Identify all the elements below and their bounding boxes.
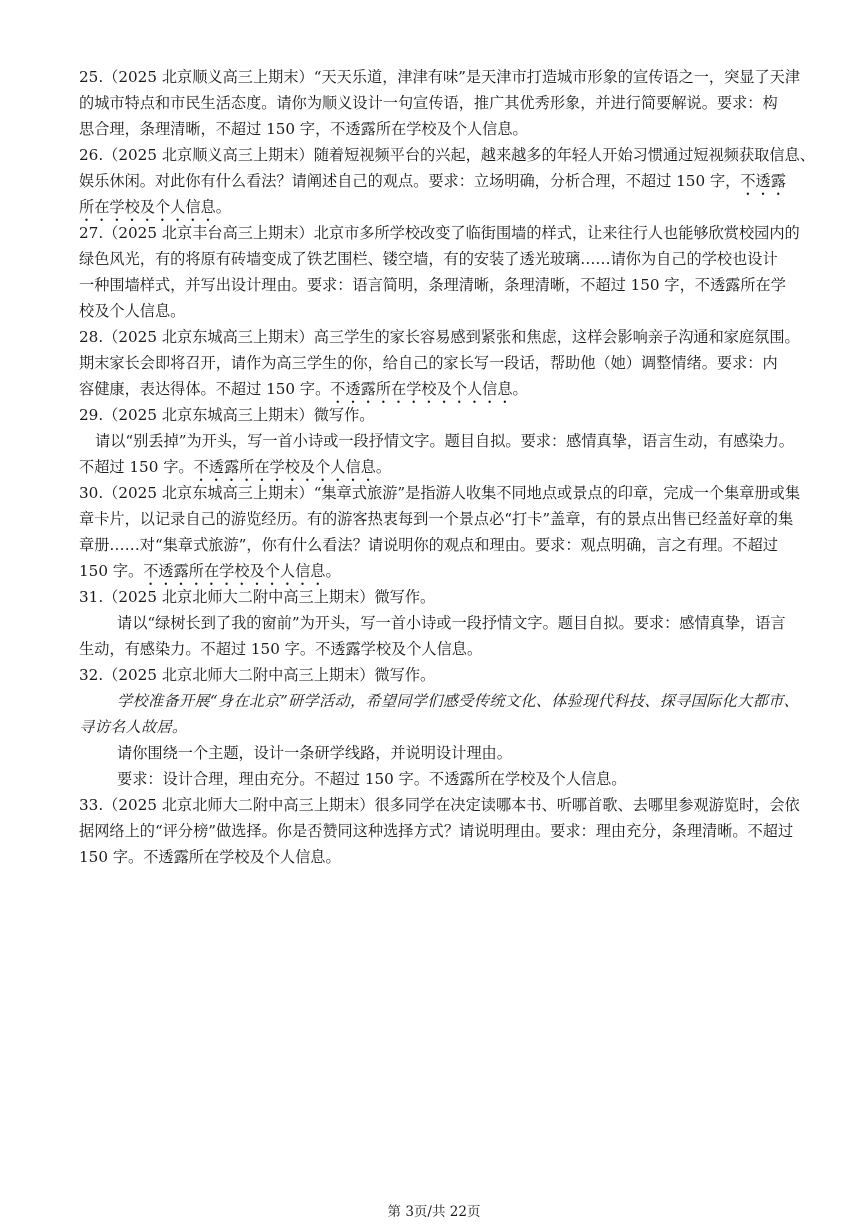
question-line — [79, 480, 801, 506]
emphasized-text: 不透露所在学校及个人信息 — [143, 562, 326, 580]
question-item — [79, 324, 800, 402]
question-line — [79, 740, 791, 766]
question-line — [79, 116, 791, 142]
question-item — [79, 584, 791, 662]
line-text: 思合理，条理清晰，不超过 150 字，不透露所在学校及个人信息。 — [79, 120, 528, 138]
question-line — [79, 272, 791, 298]
question-line — [79, 844, 791, 870]
question-item — [79, 792, 800, 870]
question-list — [79, 64, 815, 870]
line-text: 娱乐休闲。对此你有什么看法？请阐述自己的观点。要求：立场明确，分析合理，不超过 150 字， — [79, 172, 741, 190]
question-item — [79, 220, 800, 324]
question-line — [79, 792, 800, 818]
line-text: 要求：设计合理，理由充分。不超过 150 字。不透露所在学校及个人信息。 — [117, 770, 627, 788]
question-line — [79, 636, 791, 662]
line-text: 29.（2025 北京东城高三上期末）微写作。 — [79, 406, 375, 424]
line-text: 请以“别丢掉”为开头，写一首小诗或一段抒情文字。题目自拟。要求：感情真挚，语言生动，有感染力。 — [95, 432, 794, 450]
question-item — [79, 64, 801, 142]
question-line — [79, 558, 791, 584]
line-text: 30.（2025 北京东城高三上期末）“集章式旅游”是指游人收集不同地点或景点的印章，完成一个集章册或集 — [79, 484, 801, 502]
question-line — [79, 168, 791, 194]
line-text: 生动，有感染力。不超过 150 字。不透露学校及个人信息。 — [79, 640, 483, 658]
line-text: 绿色风光，有的将原有砖墙变成了铁艺围栏、镂空墙，有的安装了透光玻璃……请你为自己的学校也设计 — [79, 250, 778, 268]
line-text-tail: 。 — [325, 562, 341, 580]
question-line — [79, 324, 800, 350]
question-line — [79, 662, 791, 688]
line-text: 校及个人信息。 — [79, 302, 186, 320]
question-line — [79, 402, 791, 428]
line-text: 章卡片，以记录自己的游览经历。有的游客热衷每到一个景点必“打卡”盖章，有的景点出售已经盖好章的集 — [79, 510, 794, 528]
line-text: 28.（2025 北京东城高三上期末）高三学生的家长容易感到紧张和焦虑，这样会影响亲子沟通和家庭氛围。 — [79, 328, 800, 346]
question-line — [79, 688, 800, 714]
line-text: 章册……对“集章式旅游”，你有什么看法？请说明你的观点和理由。要求：观点明确，言之有理。不超过 — [79, 536, 778, 554]
line-text: 的城市特点和市民生活态度。请你为顺义设计一句宣传语，推广其优秀形象，并进行简要解说。要求：构 — [79, 94, 778, 112]
question-item — [79, 142, 815, 220]
question-line — [79, 428, 794, 454]
question-line — [79, 766, 791, 792]
line-text: 150 字。不透露所在学校及个人信息。 — [79, 848, 341, 866]
emphasized-text: 所在学校及个人信息 — [79, 198, 216, 216]
line-text: 32.（2025 北京北师大二附中高三上期末）微写作。 — [79, 666, 436, 684]
line-text-tail: 。 — [375, 458, 392, 476]
emphasized-text: 不透露所在学校及个人信息 — [330, 380, 513, 398]
line-text: 期末家长会即将召开，请作为高三学生的你，给自己的家长写一段话，帮助他（她）调整情绪。要求：内 — [79, 354, 778, 372]
question-line — [79, 714, 791, 740]
line-text: 据网络上的“评分榜”做选择。你是否赞同这种选择方式？请说明理由。要求：理由充分，条理清晰。不超过 — [79, 822, 794, 840]
question-line — [79, 610, 791, 636]
question-line — [79, 194, 791, 220]
page-footer: 第 3页/共 22页 — [387, 1204, 481, 1220]
question-line — [79, 142, 815, 168]
question-line — [79, 532, 791, 558]
line-text: 26.（2025 北京顺义高三上期末）随着短视频平台的兴起，越来越多的年轻人开始习惯通过短视频获取信息、 — [79, 146, 815, 164]
line-text-tail: 。 — [512, 380, 528, 398]
question-line — [79, 376, 791, 402]
line-text: 27.（2025 北京丰台高三上期末）北京市多所学校改变了临街围墙的样式，让来往行人也能够欣赏校园内的 — [79, 224, 800, 242]
question-line — [79, 818, 794, 844]
question-line — [79, 584, 791, 610]
line-text: 不超过 150 字。 — [79, 458, 194, 476]
emphasized-text: 不透露所在学校及个人信息 — [193, 458, 376, 476]
question-line — [79, 506, 794, 532]
line-text: 学校准备开展“身在北京”研学活动，希望同学们感受传统文化、体验现代科技、探寻国际化大都市、 — [117, 692, 800, 710]
question-line — [79, 220, 800, 246]
line-text: 寻访名人故居。 — [79, 718, 188, 736]
question-line — [79, 350, 791, 376]
question-item — [79, 480, 801, 584]
line-text: 33.（2025 北京北师大二附中高三上期末）很多同学在决定读哪本书、听哪首歌、去哪里参观游览时，会依 — [79, 796, 800, 814]
question-line — [79, 64, 801, 90]
emphasized-text: 不透露 — [740, 172, 786, 190]
line-text-tail: 。 — [215, 198, 231, 216]
question-line — [79, 90, 791, 116]
question-item — [79, 402, 794, 480]
question-item — [79, 662, 800, 792]
line-text: 25.（2025 北京顺义高三上期末）“天天乐道，津津有味”是天津市打造城市形象的宣传语之一，突显了天津 — [79, 68, 801, 86]
question-line — [79, 246, 791, 272]
line-text: 一种围墙样式，并写出设计理由。要求：语言简明，条理清晰，条理清晰，不超过 150 字，不透露所在学 — [79, 276, 786, 294]
question-line — [79, 298, 791, 324]
line-text: 请以“绿树长到了我的窗前”为开头，写一首小诗或一段抒情文字。题目自拟。要求：感情真挚，语言 — [117, 614, 786, 632]
line-text: 31.（2025 北京北师大二附中高三上期末）微写作。 — [79, 588, 436, 606]
line-text: 请你围绕一个主题，设计一条研学线路，并说明设计理由。 — [117, 744, 512, 762]
line-text: 容健康，表达得体。不超过 150 字。 — [79, 380, 331, 398]
line-text: 150 字。 — [79, 562, 144, 580]
question-line — [79, 454, 791, 480]
